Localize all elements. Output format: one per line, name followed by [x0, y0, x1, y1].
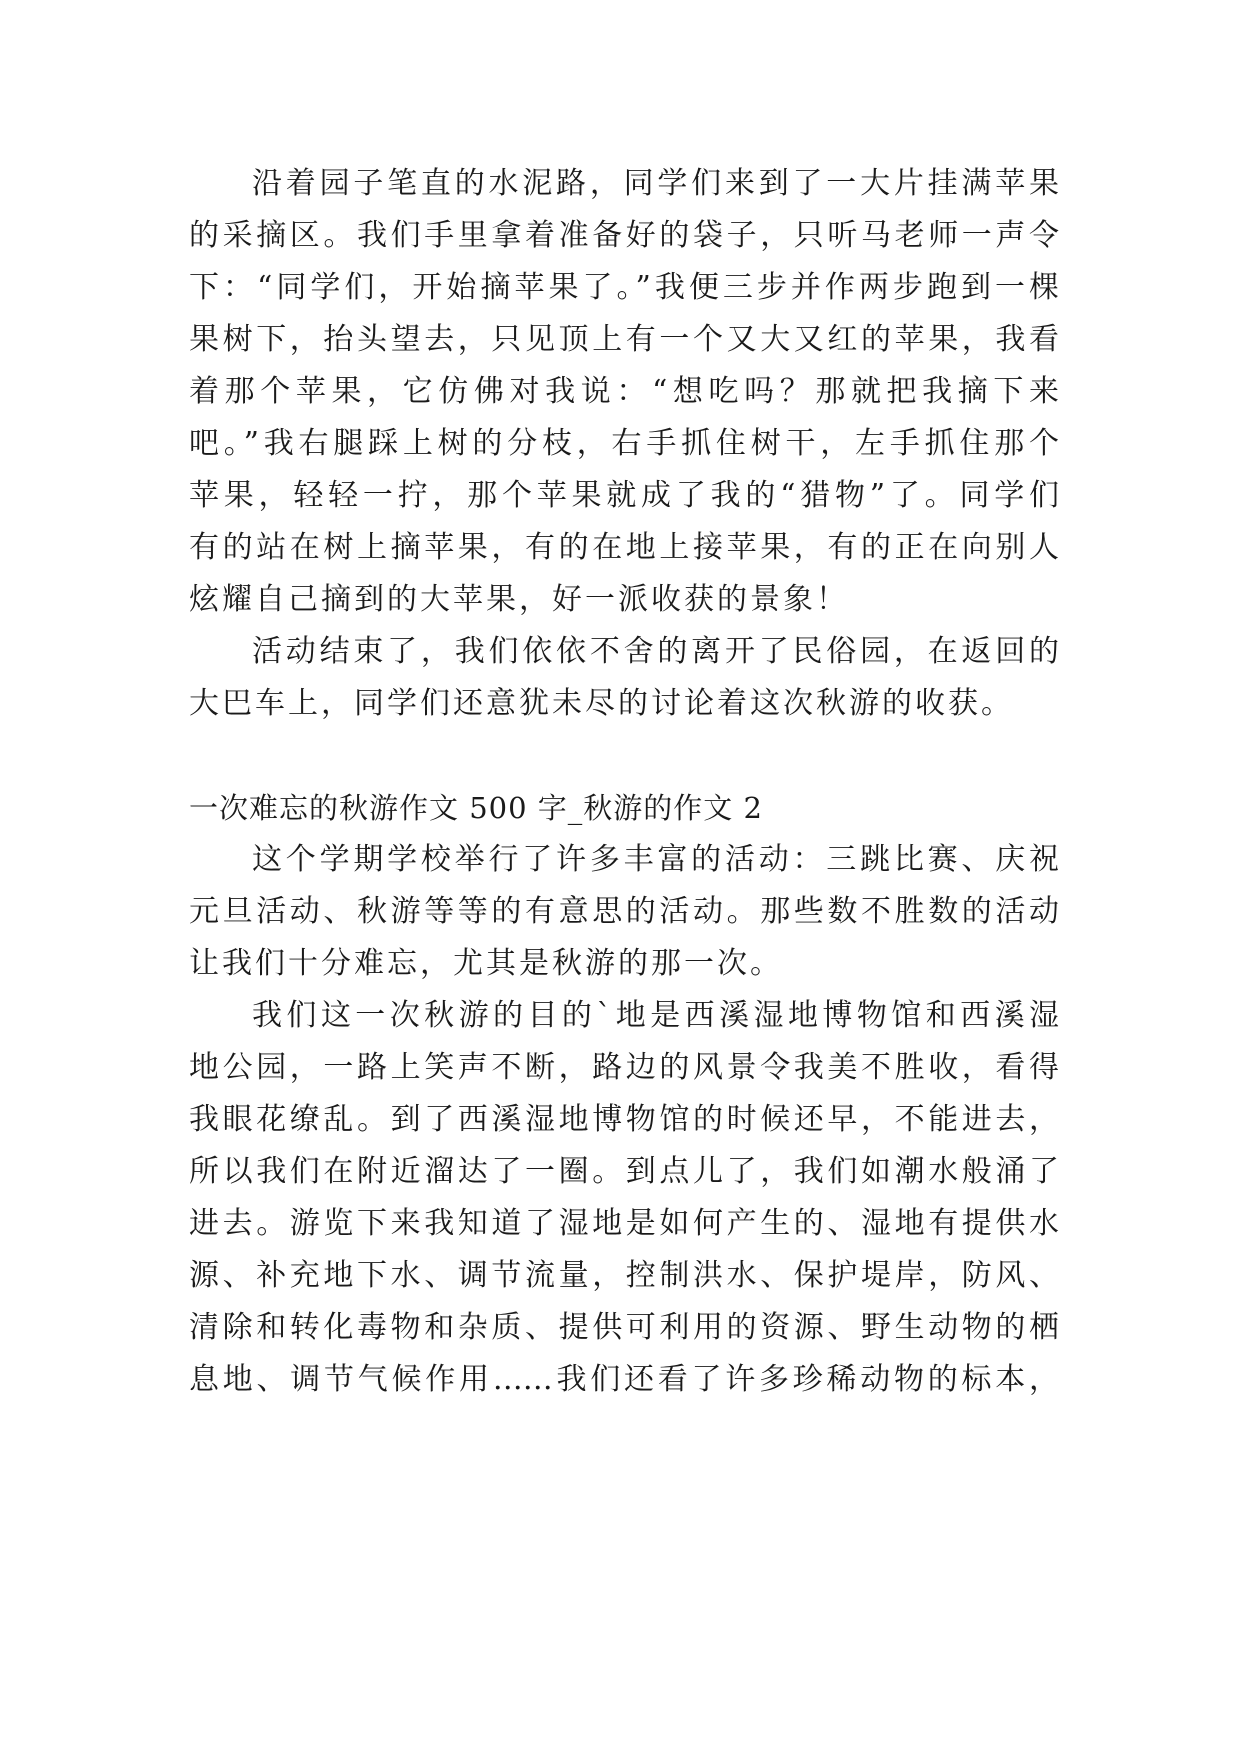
document-body: [189, 158, 1059, 1406]
text-line: 活动结束了，我们依依不舍的离开了民俗园，在返回的: [252, 634, 1059, 669]
text-line: 元旦活动、秋游等等的有意思的活动。那些数不胜数的活动: [189, 894, 1059, 929]
text-line: 清除和转化毒物和杂质、提供可利用的资源、野生动物的栖: [189, 1310, 1059, 1345]
text-line: 息地、调节气候作用……我们还看了许多珍稀动物的标本，: [189, 1362, 1059, 1397]
text-line: 我们这一次秋游的目的`地是西溪湿地博物馆和西溪湿: [252, 998, 1059, 1033]
text-line: 有的站在树上摘苹果，有的在地上接苹果，有的正在向别人: [189, 530, 1059, 565]
text-line: 所以我们在附近溜达了一圈。到点儿了，我们如潮水般涌了: [189, 1154, 1059, 1189]
paragraph-apple-picking: [189, 158, 1059, 626]
text-line: 我眼花缭乱。到了西溪湿地博物馆的时候还早，不能进去，: [189, 1102, 1059, 1137]
text-line: 进去。游览下来我知道了湿地是如何产生的、湿地有提供水: [189, 1206, 1059, 1241]
text-line: 苹果，轻轻一拧，那个苹果就成了我的“猎物”了。同学们: [189, 478, 1059, 513]
section-spacer: [189, 730, 1059, 782]
text-line: 果树下，抬头望去，只见顶上有一个又大又红的苹果，我看: [189, 322, 1059, 357]
text-line: 沿着园子笔直的水泥路，同学们来到了一大片挂满苹果: [252, 166, 1059, 201]
text-line: 地公园，一路上笑声不断，路边的风景令我美不胜收，看得: [189, 1050, 1059, 1085]
paragraph-activity-end: [189, 626, 1059, 730]
section-title: 一次难忘的秋游作文 500 字_秋游的作文 2: [189, 791, 763, 825]
text-line: 吧。”我右腿踩上树的分枝，右手抓住树干，左手抓住那个: [189, 426, 1059, 461]
text-line: 大巴车上，同学们还意犹未尽的讨论着这次秋游的收获。: [189, 686, 1014, 721]
text-line: 源、补充地下水、调节流量，控制洪水、保护堤岸，防风、: [189, 1258, 1059, 1293]
text-line: 的采摘区。我们手里拿着准备好的袋子，只听马老师一声令: [189, 218, 1059, 253]
text-line: 下：“同学们，开始摘苹果了。”我便三步并作两步跑到一棵: [189, 270, 1059, 305]
text-line: 炫耀自己摘到的大苹果，好一派收获的景象！: [189, 582, 849, 617]
text-line: 这个学期学校举行了许多丰富的活动：三跳比赛、庆祝: [252, 842, 1059, 877]
paragraph-school-activities: [189, 834, 1059, 990]
text-line: 着那个苹果，它仿佛对我说：“想吃吗？那就把我摘下来: [189, 374, 1059, 409]
paragraph-wetland-visit: [189, 990, 1059, 1406]
text-line: 让我们十分难忘，尤其是秋游的那一次。: [189, 946, 783, 981]
